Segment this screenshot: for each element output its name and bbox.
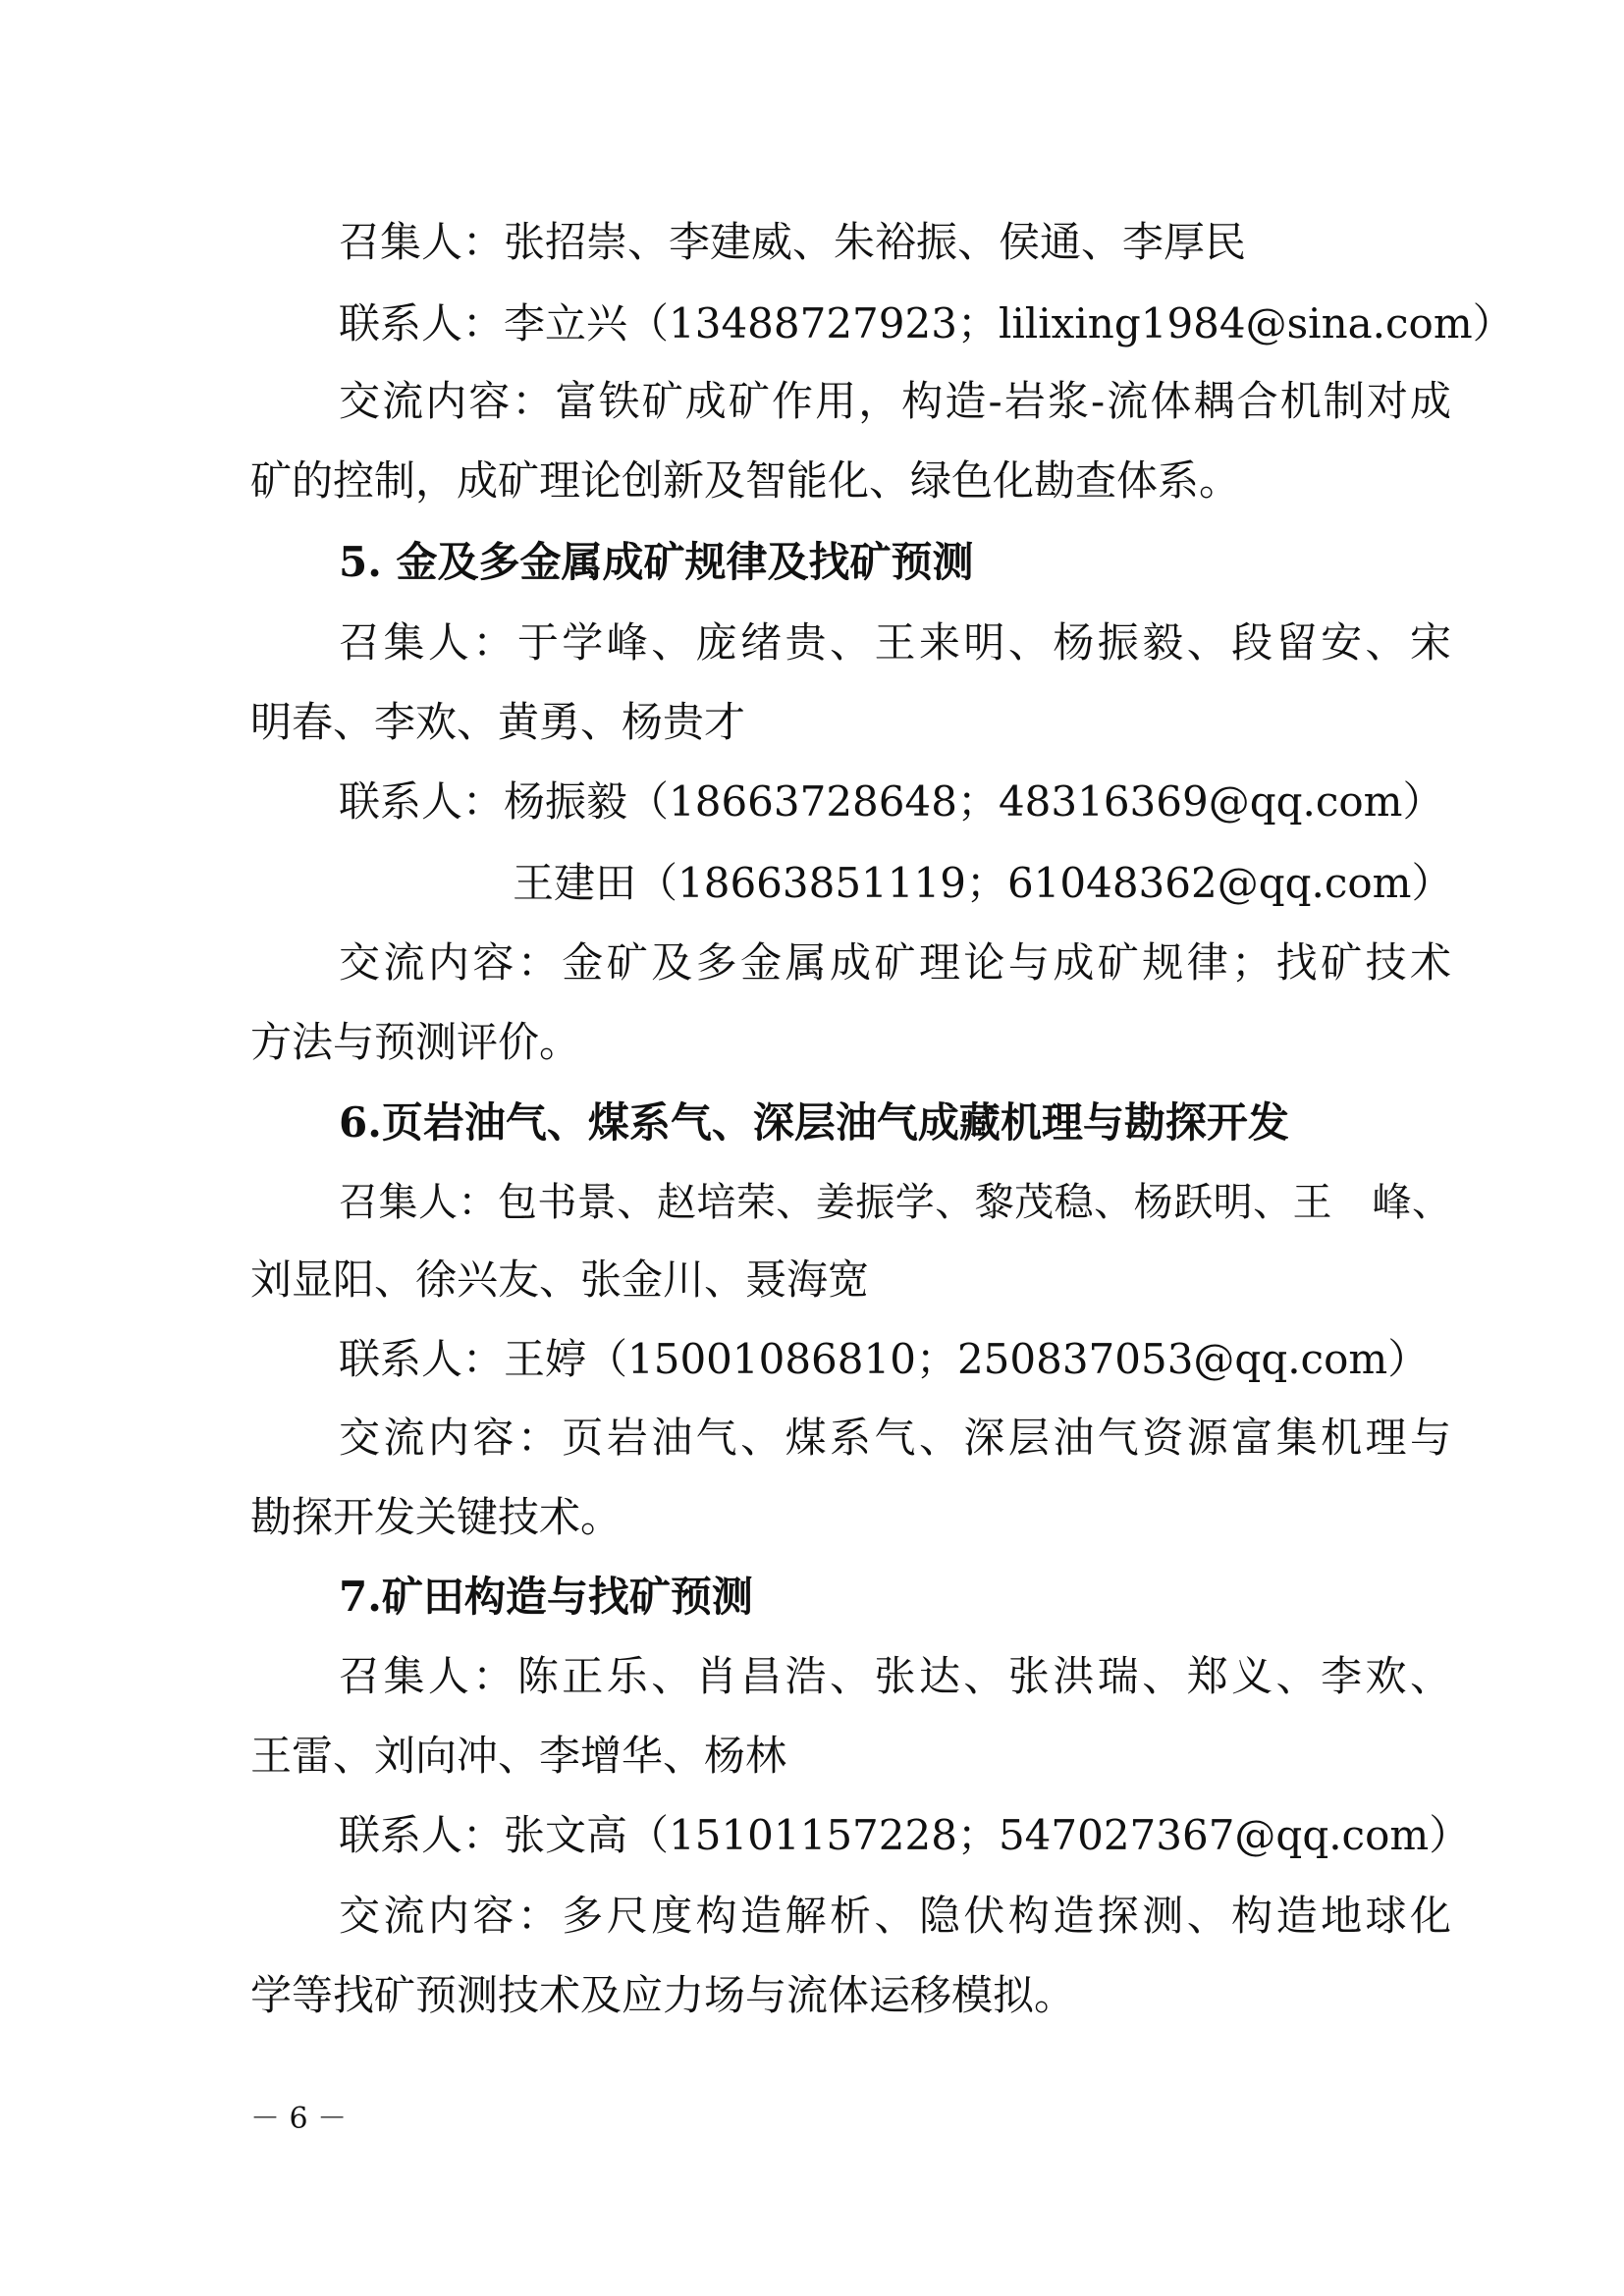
convener-line: 明春、李欢、黄勇、杨贵才 <box>250 698 746 746</box>
content-line: 交流内容：金矿及多金属成矿理论与成矿规律；找矿技术 <box>339 938 1451 987</box>
convener-line: 召集人：于学峰、庞绪贵、王来明、杨振毅、段留安、宋 <box>339 618 1451 667</box>
content-line: 学等找矿预测技术及应力场与流体运移模拟。 <box>250 1971 1076 2019</box>
convener-line: 王雷、刘向冲、李增华、杨林 <box>250 1732 787 1780</box>
section-heading: 7.矿田构造与找矿预测 <box>339 1573 753 1621</box>
page-number: － 6 － <box>250 2102 348 2136</box>
contact-line: 王建田（18663851119；61048362@qq.com） <box>513 859 1453 907</box>
convener-line: 刘显阳、徐兴友、张金川、聂海宽 <box>250 1255 870 1304</box>
content-line: 交流内容：多尺度构造解析、隐伏构造探测、构造地球化 <box>339 1892 1451 1940</box>
contact-line: 联系人：张文高（15101157228；547027367@qq.com） <box>339 1811 1471 1859</box>
content-line: 矿的控制，成矿理论创新及智能化、绿色化勘查体系。 <box>250 456 1241 505</box>
content-line: 方法与预测评价。 <box>250 1018 581 1066</box>
convener-line: 召集人：陈正乐、肖昌浩、张达、张洪瑞、郑义、李欢、 <box>339 1652 1451 1700</box>
content-line: 勘探开发关键技术。 <box>250 1493 623 1541</box>
section-heading: 6.页岩油气、煤系气、深层油气成藏机理与勘探开发 <box>339 1098 1289 1147</box>
contact-line: 联系人：李立兴（13488727923；lilixing1984@sina.com） <box>339 299 1514 347</box>
section-heading: 5. 金及多金属成矿规律及找矿预测 <box>339 538 974 586</box>
content-line: 交流内容：页岩油气、煤系气、深层油气资源富集机理与 <box>339 1414 1451 1462</box>
convener-line: 召集人：张招崇、李建威、朱裕振、侯通、李厚民 <box>339 218 1247 266</box>
contact-line: 联系人：杨振毅（18663728648；48316369@qq.com） <box>339 777 1444 826</box>
content-line: 交流内容：富铁矿成矿作用，构造-岩浆-流体耦合机制对成 <box>339 377 1451 425</box>
contact-line: 联系人：王婷（15001086810；250837053@qq.com） <box>339 1335 1430 1383</box>
convener-line: 召集人：包书景、赵培荣、姜振学、黎茂稳、杨跃明、王 峰、 <box>339 1180 1451 1225</box>
